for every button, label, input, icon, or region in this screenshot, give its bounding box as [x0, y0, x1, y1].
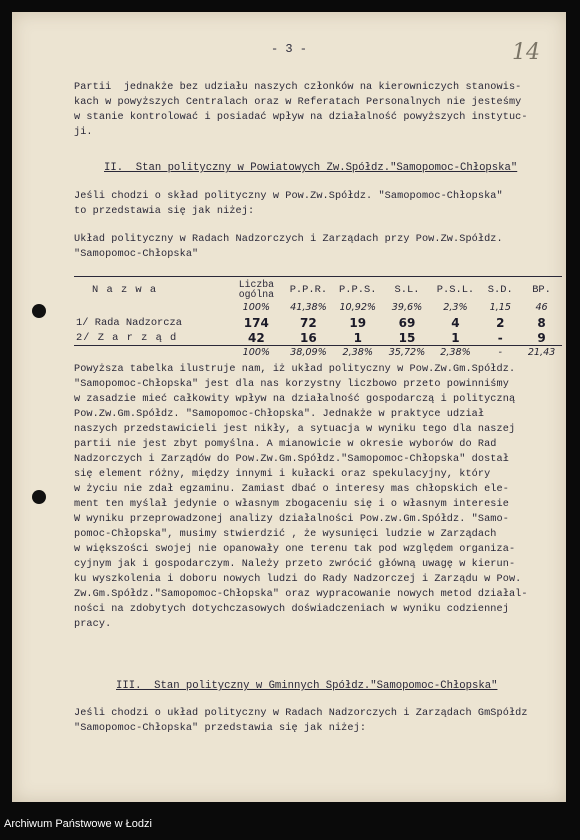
handwritten-value: 35,72% — [388, 347, 426, 358]
handwritten-value: 100% — [242, 302, 271, 313]
handwritten-value: - — [498, 347, 502, 358]
text-line: w większości swojej nie opanowały one terenu tak pod względem organiza- — [74, 544, 516, 555]
cell-value: 1 — [353, 330, 362, 345]
table-bottom-rule — [74, 345, 562, 346]
handwritten-value: 1,15 — [489, 302, 511, 313]
cell-value: 15 — [398, 330, 416, 345]
section-heading-2: II. Stan polityczny w Powiatowych Zw.Spółdz."Samopomoc-Chłopska" — [104, 162, 518, 174]
handwritten-page-number: 14 — [512, 40, 540, 65]
text-line: naszych przedstawicieli jest nikły, a sytuacja w wyniku tego dla naszej — [74, 424, 516, 435]
text-line: Partii jednakże bez udziału naszych członków na kierowniczych stanowis- — [74, 82, 522, 93]
text-line: się element różny, między innymi i kułacki oraz spekulacyjny, który — [74, 469, 491, 480]
text-line: ment ten myślał jedynie o własnym zbogaceniu się i o własnym interesie — [74, 499, 509, 510]
text-line: pracy. — [74, 619, 112, 630]
handwritten-value: 2,38% — [342, 347, 373, 358]
cell-value: 1 — [451, 330, 460, 345]
text-line: Jeśli chodzi o układ polityczny w Radach Nadzorczych i Zarządach GmSpółdz — [74, 708, 528, 719]
document-page — [12, 12, 566, 802]
text-line: ji. — [74, 127, 93, 138]
table-header: P.S.L. — [436, 284, 475, 296]
cell-value: 16 — [300, 330, 317, 345]
text-line: w stanie kontrolować i posiadać wpływ na działalność powyższych instytuc- — [74, 112, 528, 123]
text-line: to przedstawia się jak niżej: — [74, 206, 255, 217]
handwritten-value: 2,38% — [440, 347, 471, 358]
text-line: ku wyszkolenia i doboru nowych ludzi do Rady Nadzorczej i Zarządu w Pow. — [74, 574, 522, 585]
handwritten-value: 21,43 — [527, 347, 556, 358]
text-line: w życiu nie zdał egzaminu. Zamiast dbać o interesy mas chłopskich ele- — [74, 484, 509, 495]
text-line: w zasadzie mieć całkowity wpływ na działalność gospodarczą i polityczną — [74, 394, 516, 405]
text-line: "Samopomoc-Chłopska" przedstawia się jak niżej: — [74, 723, 367, 734]
page-number: - 3 - — [270, 42, 307, 56]
table-header: S.D. — [487, 284, 513, 296]
text-line: Układ polityczny w Radach Nadzorczych i Zarządach przy Pow.Zw.Spółdz. — [74, 234, 503, 245]
table-header: N a z w a — [92, 284, 158, 296]
table-row — [74, 315, 562, 330]
text-line: kach w powyższych Centralach oraz w Referatach Personalnych nie jesteśmy — [74, 97, 522, 108]
table-row-totals — [74, 345, 562, 360]
table-header: P.P.S. — [339, 284, 377, 296]
handwritten-value: 2,3% — [443, 302, 468, 313]
section-heading-3: III. Stan polityczny w Gminnych Spółdz."Samopomoc-Chłopska" — [116, 680, 498, 692]
row-label: 1/ Rada Nadzorcza — [76, 316, 183, 329]
table-header-row — [74, 280, 562, 300]
cell-value: 42 — [247, 330, 265, 345]
table-row — [74, 330, 562, 345]
cell-value: 69 — [398, 315, 416, 330]
table-header: S.L. — [394, 284, 420, 296]
text-line: Zw.Gm.Spółdz."Samopomoc-Chłopska" oraz wypracowanie nowych metod działal- — [74, 589, 528, 600]
table-top-rule — [74, 276, 562, 277]
cell-value: - — [497, 330, 503, 345]
text-line: ności na zdobytych dotychczasowych doświadczeniach w wyniku codziennej — [74, 604, 509, 615]
text-line: partii nie jest zbyt pomyślna. A mianowicie w okresie wyborów do Rad — [74, 439, 497, 450]
row-label: 2/ Z a r z ą d — [76, 331, 178, 344]
cell-value: 72 — [300, 315, 317, 330]
text-line: Nadzorczych i Zarządów do Pow.Zw.Gm.Spółdz."Samopomoc-Chłopska" dostał — [74, 454, 509, 465]
handwritten-value: 38,09% — [290, 347, 327, 358]
text-line: W wyniku przeprowadzonej analizy działalności Pow.zw.Gm.Spółdz. "Samo- — [74, 514, 509, 525]
text-line: "Samopomoc-Chłopska" — [74, 249, 199, 260]
punch-hole — [32, 304, 46, 318]
table-header: BP. — [532, 284, 551, 296]
political-composition-table — [74, 280, 562, 360]
handwritten-value: 10,92% — [339, 302, 377, 313]
table-row-percentages — [74, 300, 562, 315]
cell-value: 4 — [451, 315, 460, 330]
cell-value: 174 — [243, 315, 269, 330]
text-line: pomoc-Chłopska", musimy stwierdzić , że wysunięci ludzie w Zarządach — [74, 529, 497, 540]
text-line: Pow.Zw.Gm.Spółdz. "Samopomoc-Chłopska". Jednakże w praktyce udział — [74, 409, 485, 420]
text-line: cyjnym jak i gospodarczym. Należy przeto zwrócić główną uwagę w kierun- — [74, 559, 516, 570]
text-line: "Samopomoc-Chłopska" jest dla nas korzystny liczbowo przeto powinniśmy — [74, 379, 509, 390]
cell-value: 8 — [537, 315, 546, 330]
cell-value: 2 — [496, 315, 505, 330]
text-line: Jeśli chodzi o skład polityczny w Pow.Zw.Spółdz. "Samopomoc-Chłopska" — [74, 191, 503, 202]
archive-name: Archiwum Państwowe w Łodzi — [4, 818, 152, 830]
archive-footer — [0, 810, 580, 840]
table-header: Liczba ogólna — [238, 279, 274, 300]
text-line: Powyższa tabelka ilustruje nam, iż układ polityczny w Pow.Zw.Gm.Spółdz. — [74, 364, 516, 375]
cell-value: 19 — [349, 315, 367, 330]
cell-value: 9 — [537, 330, 546, 345]
handwritten-value: 100% — [242, 347, 271, 358]
handwritten-value: 46 — [535, 302, 548, 313]
handwritten-value: 39,6% — [391, 302, 423, 313]
table-header: P.P.R. — [289, 284, 328, 296]
handwritten-value: 41,38% — [290, 302, 327, 313]
punch-hole — [32, 490, 46, 504]
